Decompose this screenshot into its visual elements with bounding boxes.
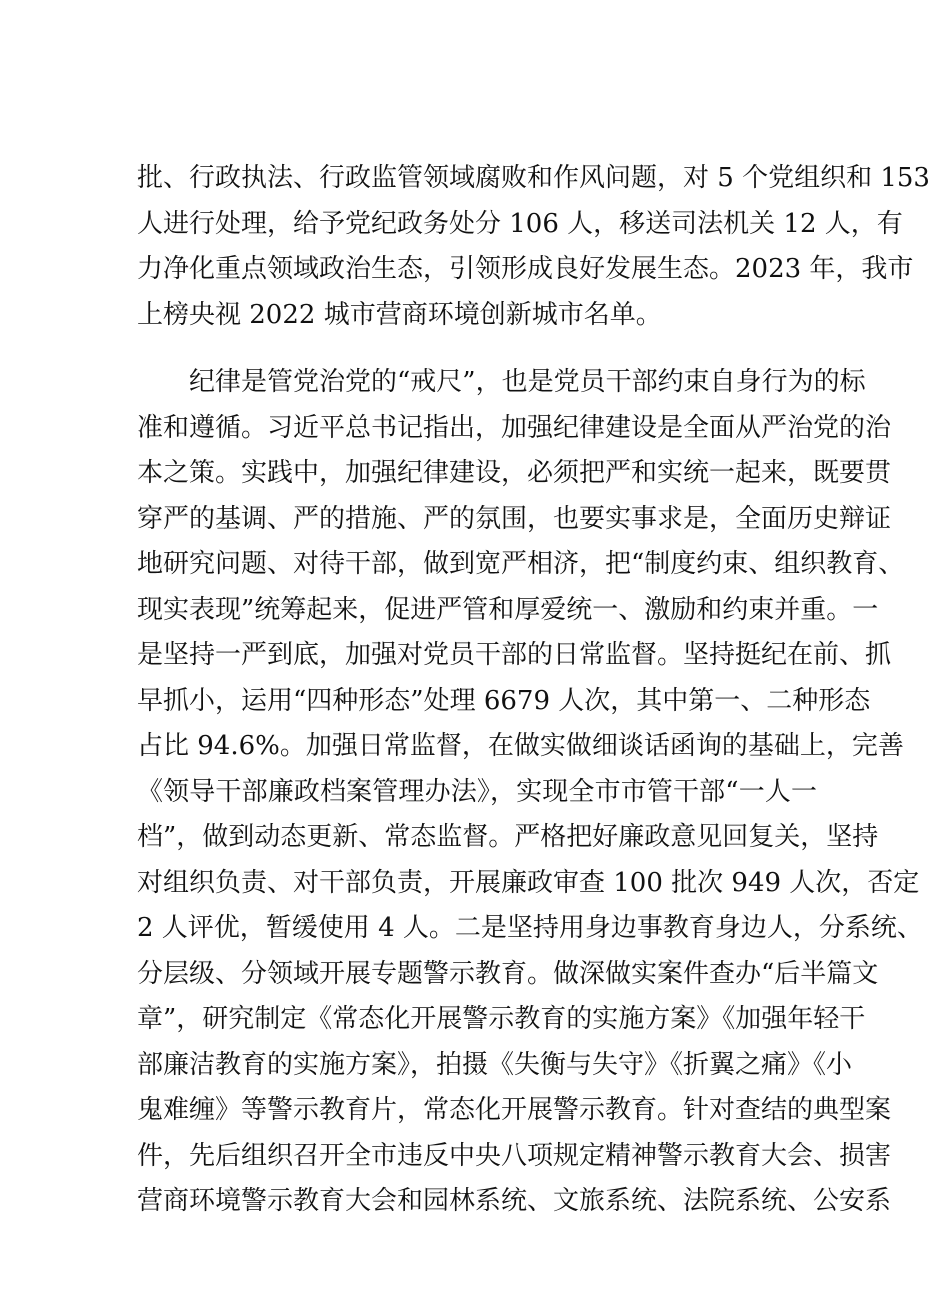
text-line: 上榜央视 2022 城市营商环境创新城市名单。 (137, 299, 662, 330)
text-line: 对组织负责、对干部负责，开展廉政审查 100 批次 949 人次，否定 (137, 867, 920, 898)
text-line: 早抓小，运用“四种形态”处理 6679 人次，其中第一、二种形态 (137, 685, 871, 716)
paragraph-spacer (137, 338, 817, 360)
paragraph-1 (137, 156, 930, 338)
text-line: 批、行政执法、行政监管领域腐败和作风问题，对 5 个党组织和 153 (137, 163, 930, 193)
text-line: 分层级、分领域开展专题警示教育。做深做实案件查办“后半篇文 (137, 958, 879, 989)
text-line: 是坚持一严到底，加强对党员干部的日常监督。坚持挺纪在前、抓 (137, 640, 892, 670)
text-line: 件，先后组织召开全市违反中央八项规定精神警示教育大会、损害 (137, 1140, 892, 1171)
text-line: 穿严的基调、严的措施、严的氛围，也要实事求是，全面历史辩证 (137, 503, 892, 534)
paragraph-2 (137, 360, 923, 1225)
text-line: 占比 94.6%。加强日常监督，在做实做细谈话函询的基础上，完善 (137, 731, 904, 761)
text-line: 人进行处理，给予党纪政务处分 106 人，移送司法机关 12 人，有 (137, 208, 903, 239)
text-line: 地研究问题、对待干部，做到宽严相济，把“制度约束、组织教育、 (137, 549, 905, 579)
text-line: 现实表现”统筹起来，促进严管和厚爱统一、激励和约束并重。一 (137, 594, 879, 625)
text-line: 部廉洁教育的实施方案》，拍摄《失衡与失守》《折翼之痛》《小 (137, 1049, 853, 1080)
text-line: 力净化重点领域政治生态，引领形成良好发展生态。2023 年，我市 (137, 254, 914, 284)
text-line: 本之策。实践中，加强纪律建设，必须把严和实统一起来，既要贯 (137, 458, 892, 488)
text-line: 准和遵循。习近平总书记指出，加强纪律建设是全面从严治党的治 (137, 412, 892, 443)
text-line: 纪律是管党治党的“戒尺”，也是党员干部约束自身行为的标 (189, 367, 866, 397)
text-line: 档”，做到动态更新、常态监督。严格把好廉政意见回复关，坚持 (137, 822, 879, 852)
text-line: 营商环境警示教育大会和园林系统、文旅系统、法院系统、公安系 (137, 1186, 892, 1216)
text-line: 2 人评优，暂缓使用 4 人。二是坚持用身边事教育身边人，分系统、 (137, 913, 923, 943)
document-body (137, 156, 930, 1225)
text-line: 鬼难缠》等警示教育片，常态化开展警示教育。针对查结的典型案 (137, 1095, 892, 1125)
text-line: 《领导干部廉政档案管理办法》，实现全市市管干部“一人一 (137, 776, 817, 807)
text-line: 章”，研究制定《常态化开展警示教育的实施方案》《加强年轻干 (137, 1004, 866, 1034)
